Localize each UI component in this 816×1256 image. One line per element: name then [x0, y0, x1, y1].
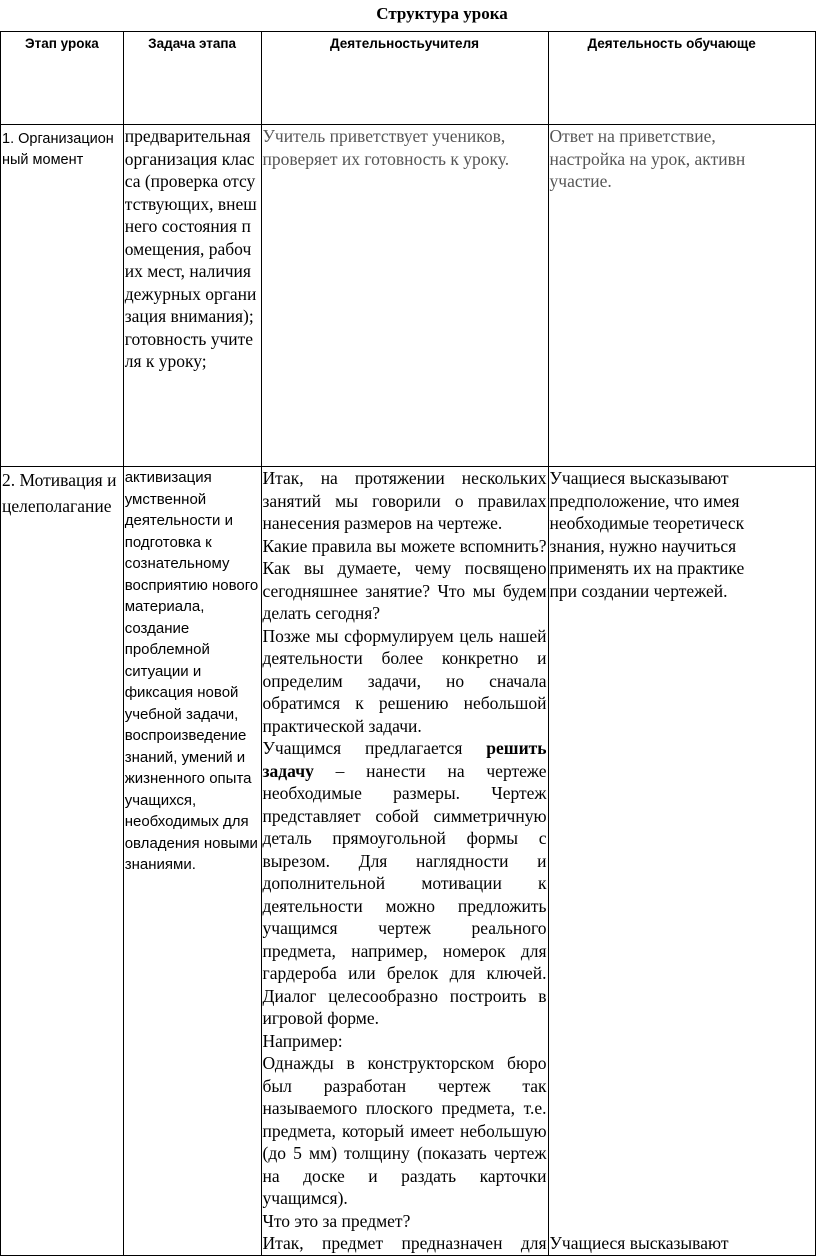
- student-activity-cell: [548, 125, 815, 467]
- teacher-paragraph: Что это за предмет?: [262, 1210, 411, 1231]
- task-cell: активизация умственной деятельности и подготовка к сознательному восприятию нового материала, создание проблемной ситуации и фиксация новой учебной задачи, воспроизведение знаний, умений и жизненного опыта учащихся, необходимых для овладения новыми знаниями.: [123, 467, 261, 1256]
- student-activity-line: Ответ на приветствие,: [549, 126, 716, 146]
- student-activity-line: предположение, что имея: [549, 490, 740, 511]
- teacher-paragraph: Однажды в конструкторском бюро был разработан чертеж так называемого плоского предмета, т.е. предмета, который имеет небольшую (до 5 мм) толщину (показать чертеж на доске и раздать карточки учащимся).: [262, 1053, 547, 1208]
- student-activity-cell: [548, 467, 815, 1256]
- task-cell: предварительная организация класса (проверка отсутствующих, внешнего состояния помещения, рабочих мест, наличия дежурных организация внимания); готовность учителя к уроку;: [123, 125, 261, 467]
- student-activity-line: необходимые теоретическ: [549, 513, 745, 533]
- student-activity-line: настройка на урок, активн: [549, 148, 746, 169]
- teacher-text: – нанести на чертеже необходимые размеры. Чертеж представляет собой симметричную деталь прямоугольной формы с вырезом. Для наглядности и дополнительной мотивации к деятельности можно предложить учащимся чертеж реального предмета, например, номерок для гардероба или брелок для ключей. Диалог целесообразно построить в игровой форме.: [262, 760, 547, 1028]
- teacher-task-emphasis: решить задачу: [262, 738, 547, 781]
- header-teacher-activity: Деятельностьучителя: [261, 32, 548, 125]
- table-row: [1, 125, 816, 467]
- student-activity-line: участие.: [549, 171, 612, 191]
- teacher-activity-cell: [261, 467, 548, 1256]
- student-activity-line: знания, нужно научиться: [549, 535, 737, 556]
- student-activity-line: применять их на практике: [549, 558, 745, 578]
- header-stage: Этап урока: [1, 32, 124, 125]
- teacher-paragraph: Какие правила вы можете вспомнить? Как вы думаете, чему посвящено сегодняшнее занятие? Что мы будем делать сегодня?: [262, 535, 547, 623]
- table-row: [1, 467, 816, 1256]
- student-activity-line: Учащиеся высказывают: [549, 468, 729, 488]
- page-title: Структура урока: [376, 4, 508, 23]
- header-student-activity: Деятельность обучающе: [548, 32, 815, 125]
- lesson-structure-table: [0, 31, 816, 1256]
- table-header-row: [1, 32, 816, 125]
- teacher-text: Учащимся предлагается: [262, 738, 487, 758]
- student-activity-line: при создании чертежей.: [549, 580, 728, 601]
- teacher-paragraph: Позже мы сформулируем цель нашей деятельности более конкретно и определим задачи, но сначала обратимся к решению небольшой практической задачи.: [262, 625, 547, 736]
- header-task: Задача этапа: [123, 32, 261, 125]
- teacher-paragraph: Итак, предмет предназначен для: [262, 1233, 547, 1253]
- teacher-paragraph: Итак, на протяжении нескольких занятий мы говорили о правилах нанесения размеров на чертеже.: [262, 468, 547, 533]
- teacher-paragraph: [263, 737, 547, 1030]
- teacher-activity-cell: Учитель приветствует учеников, проверяет их готовность к уроку.: [261, 125, 548, 467]
- student-activity-line: Учащиеся высказывают: [549, 1233, 729, 1253]
- teacher-paragraph: Например:: [262, 1030, 343, 1051]
- stage-cell: 2. Мотивация и целеполагание: [1, 467, 124, 1256]
- stage-cell: 1. Организационный момент: [1, 125, 124, 467]
